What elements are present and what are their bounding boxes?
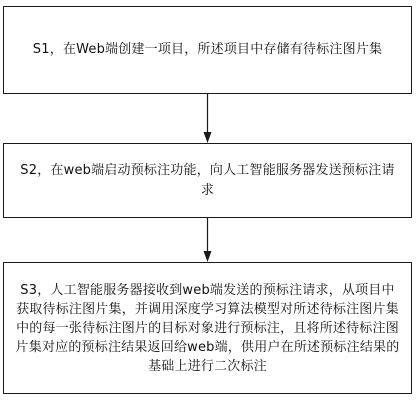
arrow-s2-to-s3 [0,218,416,262]
arrow-head [204,132,212,143]
arrow-s1-to-s2 [0,94,416,143]
step-text-s2: S2，在web端启动预标注功能，向人工智能服务器发送预标注请求 [20,163,395,198]
step-box-s3 [3,262,412,394]
step-text-s1: S1，在Web端创建一项目，所述项目中存储有待标注图片集 [32,42,383,58]
step-text-s3: S3，人工智能服务器接收到web端发送的预标注请求，从项目中获取待标注图片集，并调用深度学习算法模型对所述待标注图片集中的每一张待标注图片的目标对象进行预标注，且将所述待标注图片集对应的预标注结果返回给web端，供用户在所述预标注结果的基础上进行二次标注 [15,282,400,374]
arrow-head [204,251,212,262]
step-box-s2 [3,143,412,218]
step-box-s1 [3,6,412,94]
